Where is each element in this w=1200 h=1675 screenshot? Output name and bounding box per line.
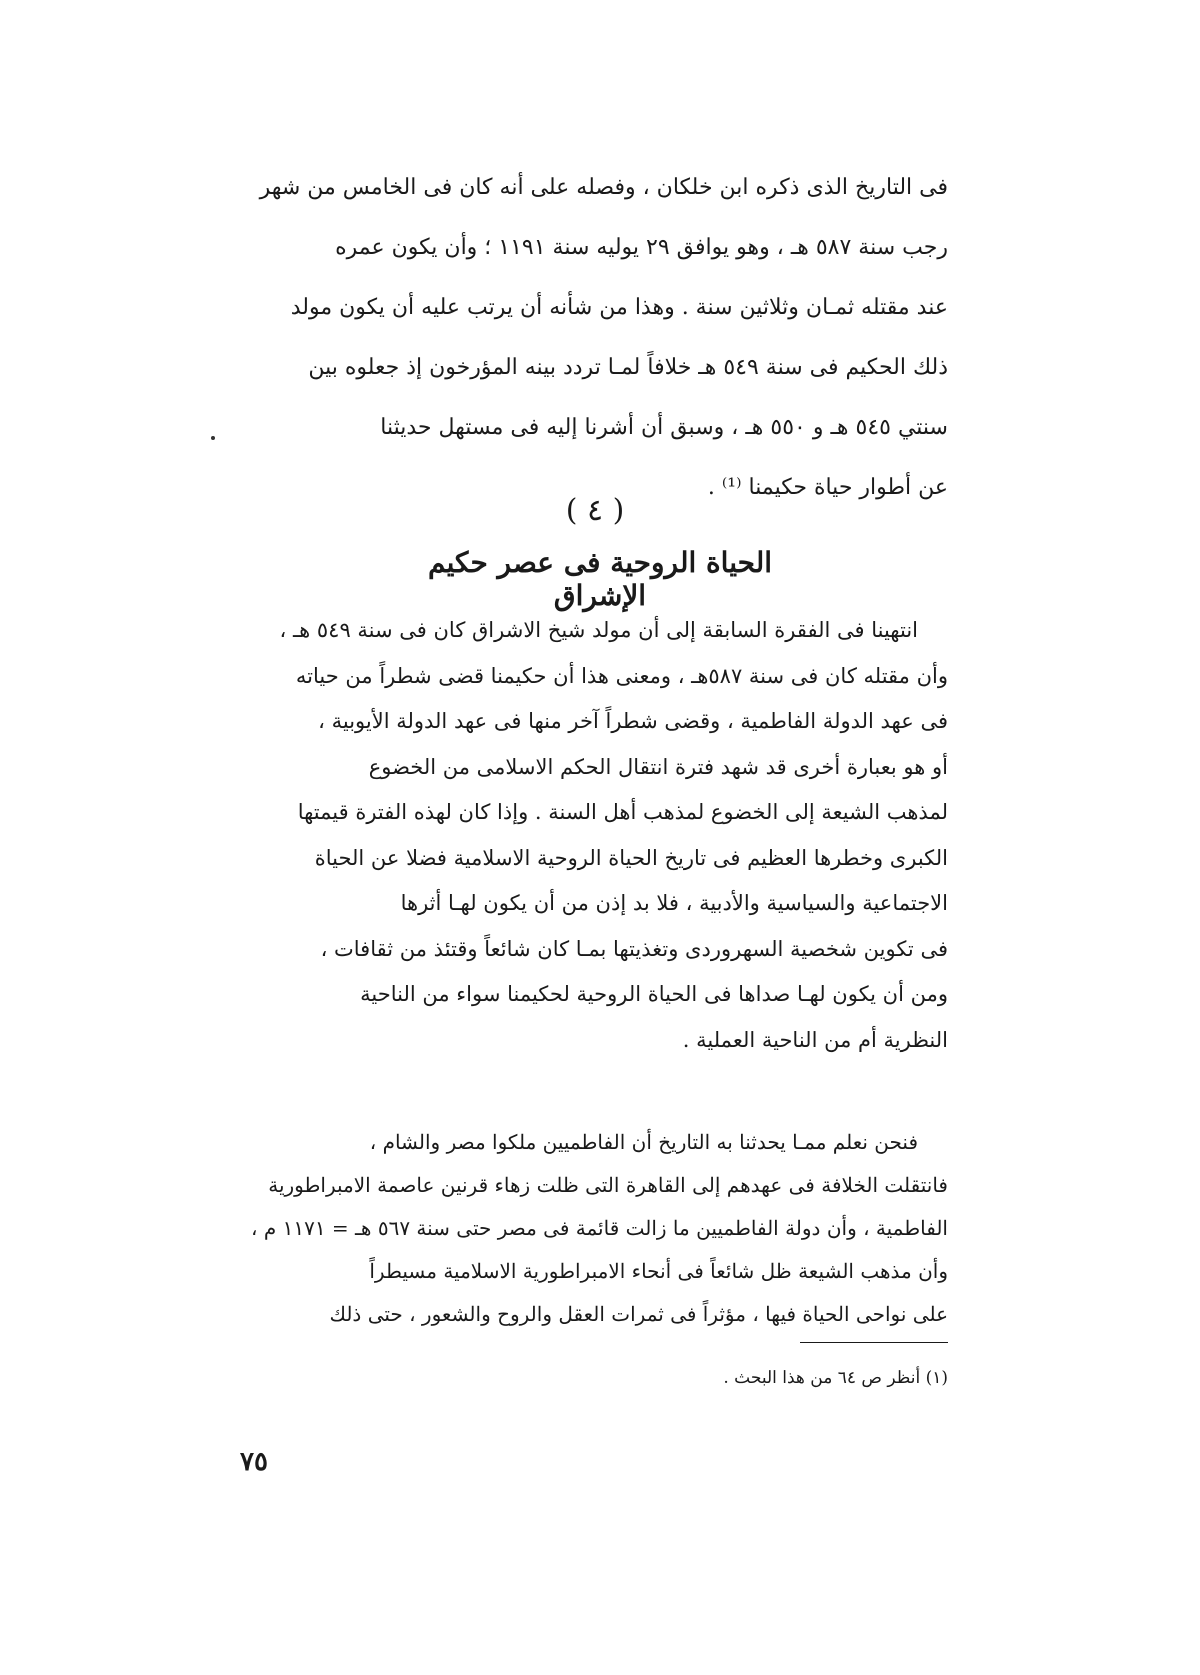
paragraph-2 <box>242 608 948 1063</box>
text-line: وأن مقتله كان فى سنة ٥٨٧هـ ، ومعنى هذا أن حكيمنا قضى شطراً من حياته <box>295 663 948 688</box>
footnote-divider <box>800 1342 948 1343</box>
text-line: على نواحى الحياة فيها ، مؤثراً فى ثمرات العقل والروح والشعور ، حتى ذلك <box>329 1302 948 1326</box>
page-number: ٧٥ <box>240 1447 268 1477</box>
section-title: الحياة الروحية فى عصر حكيم الإشراق <box>427 546 773 612</box>
paragraph-3 <box>242 1121 948 1336</box>
text-line: عند مقتله ثمـان وثلاثين سنة . وهذا من شأنه أن يرتب عليه أن يكون مولد <box>290 295 948 320</box>
text-line: فى عهد الدولة الفاطمية ، وقضى شطراً آخر منها فى عهد الدولة الأيوبية ، <box>318 709 948 733</box>
text-line: الكبرى وخطرها العظيم فى تاريخ الحياة الروحية الاسلامية فضلا عن الحياة <box>314 845 948 870</box>
text-line: سنتي ٥٤٥ هـ و ٥٥٠ هـ ، وسبق أن أشرنا إليه فى مستهل حديثنا <box>380 415 948 440</box>
text-line: فانتقلت الخلافة فى عهدهم إلى القاهرة التى ظلت زهاء قرنين عاصمة الامبراطورية <box>268 1173 948 1197</box>
text-line: الاجتماعية والسياسية والأدبية ، فلا بد إذن من أن يكون لهـا أثرها <box>400 891 948 915</box>
text-line: ذلك الحكيم فى سنة ٥٤٩ هـ خلافاً لمـا تردد بينه المؤرخون إذ جعلوه بين <box>308 355 948 380</box>
text-line: انتهينا فى الفقرة السابقة إلى أن مولد شيخ الاشراق كان فى سنة ٥٤٩ هـ ، <box>279 618 918 642</box>
text-line: فنحن نعلم ممـا يحدثنا به التاريخ أن الفاطميين ملكوا مصر والشام ، <box>369 1130 918 1154</box>
text-line: لمذهب الشيعة إلى الخضوع لمذهب أهل السنة . وإذا كان لهذه الفترة قيمتها <box>297 800 948 824</box>
footnote: (١) أنظر ص ٦٤ من هذا البحث . <box>723 1368 948 1388</box>
paragraph-top <box>242 158 948 518</box>
text-line: فى التاريخ الذى ذكره ابن خلكان ، وفصله على أنه كان فى الخامس من شهر <box>259 175 948 200</box>
text-line: ومن أن يكون لهـا صداها فى الحياة الروحية لحكيمنا سواء من الناحية <box>360 982 948 1006</box>
text-line: رجب سنة ٥٨٧ هـ ، وهو يوافق ٢٩ يوليه سنة ١١٩١ ؛ وأن يكون عمره <box>335 235 948 260</box>
text-line: النظرية أم من الناحية العملية . <box>682 1027 948 1052</box>
text-line: فى تكوين شخصية السهروردى وتغذيتها بمـا كان شائعاً وقتئذ من ثقافات ، <box>320 936 948 961</box>
scan-speck <box>211 436 215 440</box>
text-line: وأن مذهب الشيعة ظل شائعاً فى أنحاء الامبراطورية الاسلامية مسيطراً <box>369 1259 948 1283</box>
text-line: أو هو بعبارة أخرى قد شهد فترة انتقال الحكم الاسلامى من الخضوع <box>368 754 948 779</box>
text-line: الفاطمية ، وأن دولة الفاطميين ما زالت قائمة فى مصر حتى سنة ٥٦٧ هـ = ١١٧١ م ، <box>251 1216 948 1240</box>
section-number: ( ٤ ) <box>565 493 625 528</box>
text-line: عن أطوار حياة حكيمنا ⁽¹⁾ . <box>707 475 948 500</box>
